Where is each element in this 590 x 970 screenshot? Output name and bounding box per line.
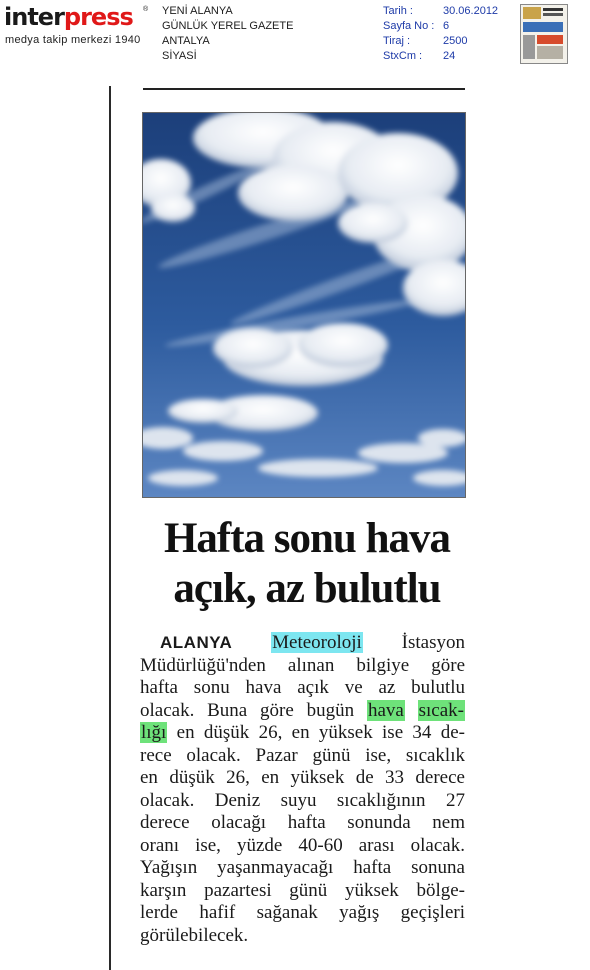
article-body xyxy=(140,632,465,947)
page-value: 6 xyxy=(443,20,450,32)
body-line-3: hafta sonu hava açık ve az bulutlu xyxy=(140,677,465,698)
newspaper-page-thumbnail[interactable] xyxy=(520,4,568,64)
dateline: ALANYA xyxy=(160,633,233,652)
publication-city: ANTALYA xyxy=(162,35,210,47)
circulation-row xyxy=(383,34,498,49)
date-row xyxy=(383,4,498,19)
column-rule xyxy=(109,86,111,970)
top-rule xyxy=(143,88,465,90)
body-text: en düşük 26, en yüksek ise 34 de- xyxy=(176,722,465,743)
interpress-logo xyxy=(4,4,154,50)
body-text: İstasyon xyxy=(401,632,465,653)
body-line-4 xyxy=(140,700,465,723)
stxcm-row xyxy=(383,49,498,64)
body-line-6: rece olacak. Pazar günü ise, sıcaklık xyxy=(140,744,465,766)
date-value: 30.06.2012 xyxy=(443,5,499,17)
stxcm-value: 24 xyxy=(443,50,456,62)
body-line-1 xyxy=(140,632,465,655)
body-line-10: oranı ise, yüzde 40-60 arası olacak. xyxy=(140,834,465,856)
logo-inter: inter xyxy=(4,3,64,31)
article-headline xyxy=(142,514,472,614)
circulation-label: Tiraj : xyxy=(383,35,411,47)
date-label: Tarih : xyxy=(383,5,413,17)
stxcm-label: StxCm : xyxy=(383,50,423,62)
body-line-7: en düşük 26, en yüksek de 33 derece xyxy=(140,767,465,788)
body-line-2: Müdürlüğü'nden alınan bilgiye göre xyxy=(140,654,465,676)
logo-tagline: medya takip merkezi 1940 xyxy=(5,34,141,46)
body-line-11: Yağışın yaşanmayacağı hafta sonuna xyxy=(140,857,465,878)
publication-category: SİYASİ xyxy=(162,50,197,62)
body-line-5 xyxy=(140,722,465,745)
body-line-12: karşın pazartesi günü yüksek bölge- xyxy=(140,879,465,901)
headline-line-2: açık, az bulutlu xyxy=(173,565,441,612)
source-info xyxy=(162,4,293,64)
highlight-sicak: sıcak- xyxy=(418,699,464,721)
logo-press: press xyxy=(63,3,133,31)
body-text: olacak. Buna göre bugün xyxy=(140,699,355,721)
page-row xyxy=(383,19,498,34)
body-line-9: derece olacağı hafta sonunda nem xyxy=(140,812,465,833)
registered-mark: ® xyxy=(143,6,149,13)
highlight-ligi: lığı xyxy=(141,722,167,743)
body-line-14: görülebilecek. xyxy=(140,924,249,946)
body-line-8: olacak. Deniz suyu sıcaklığının 27 xyxy=(140,789,465,811)
highlight-meteoroloji: Meteoroloji xyxy=(272,632,362,653)
logo-wordmark xyxy=(4,4,133,30)
publication-name: YENİ ALANYA xyxy=(162,5,233,17)
publication-type: GÜNLÜK YEREL GAZETE xyxy=(162,20,294,32)
sky-clouds-photo xyxy=(142,112,466,498)
headline-line-1: Hafta sonu hava xyxy=(163,515,451,562)
highlight-hava: hava xyxy=(367,699,404,721)
body-line-13: lerde hafif sağanak yağış geçişleri xyxy=(140,902,465,923)
circulation-value: 2500 xyxy=(443,35,468,47)
clipping-details xyxy=(383,4,498,64)
page-label: Sayfa No : xyxy=(383,20,435,32)
